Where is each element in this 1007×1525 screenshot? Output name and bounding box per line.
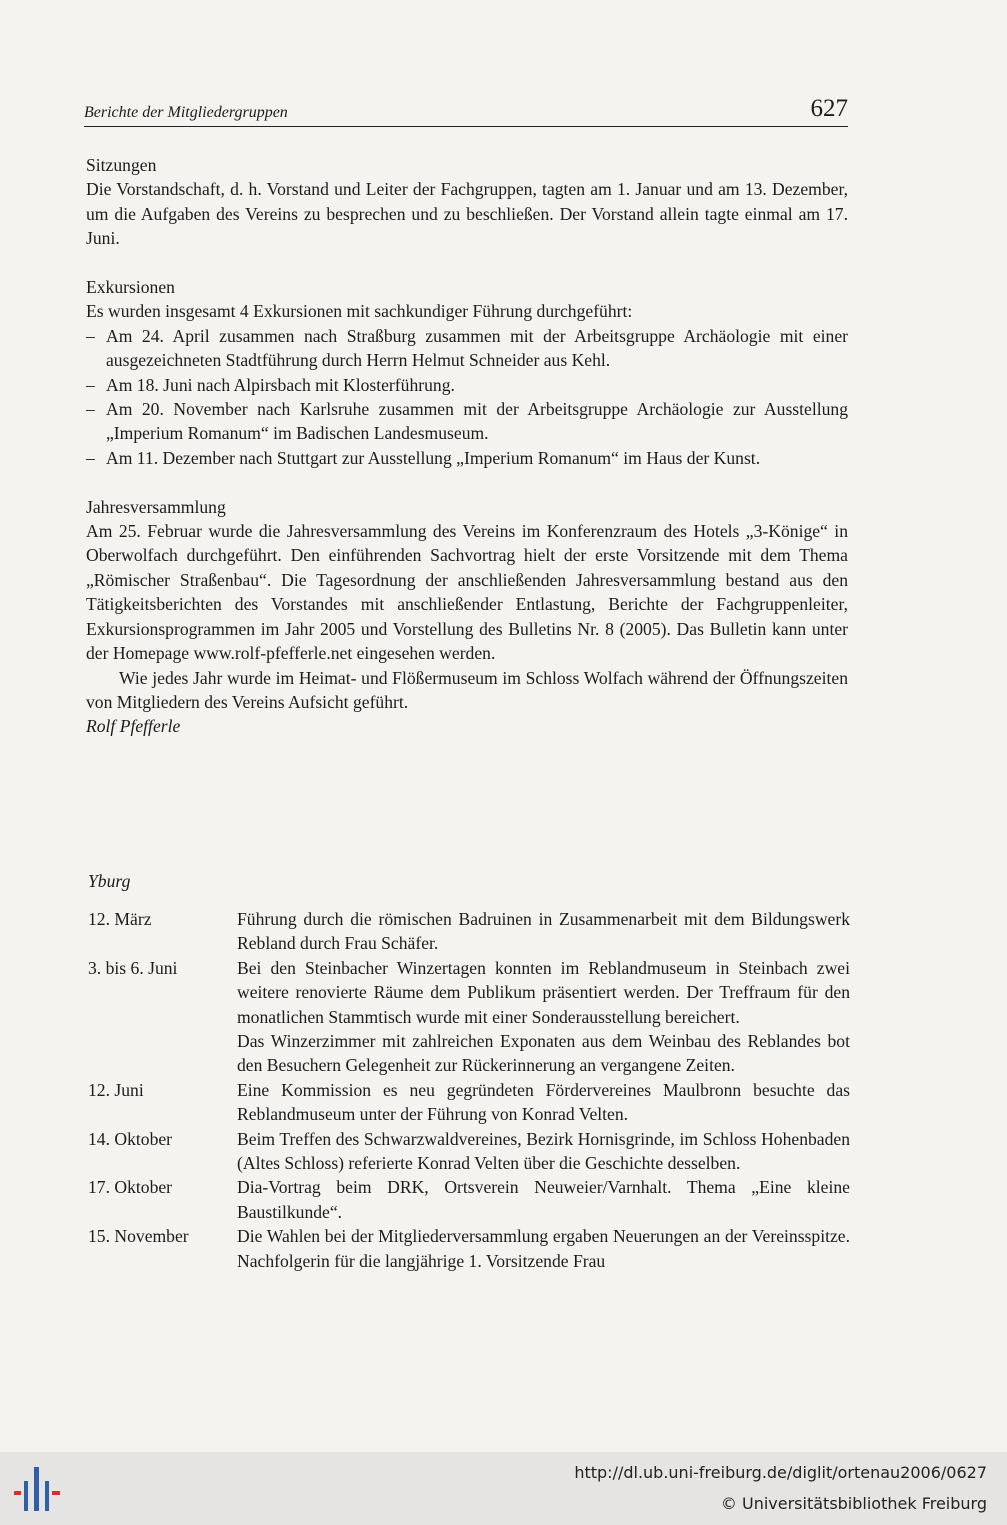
author-signature: Rolf Pfefferle — [86, 716, 181, 737]
document-url-link[interactable]: http://dl.ub.uni-freiburg.de/diglit/ortenau2006/0627 — [574, 1463, 987, 1482]
sitzungen-text: Die Vorstandschaft, d. h. Vorstand und Leiter der Fachgruppen, tagten am 1. Januar und am 13. Dezember, um die Aufgaben des Vereins zu besprechen und zu beschließen. Der Vorstand allein tagte einmal am 17. Juni. — [86, 179, 848, 249]
dash-marker: – — [86, 399, 95, 420]
event-description: Bei den Steinbacher Winzertagen konnten im Reblandmuseum in Steinbach zwei weitere renovierte Räume dem Publikum präsentiert werden. Der Treffraum für den monatlichen Stammtisch wurde mit einer Sonderausstellung bereichert. Das Winzerzimmer mit zahlreichen Exponaten aus dem Weinbau des Reblandes bot den Besuchern Gelegenheit zur Rückerinnerung an vergangene Zeiten. — [237, 957, 850, 1076]
event-date: 15. November — [88, 1226, 189, 1247]
excursion-list — [86, 324, 848, 470]
event-date: 14. Oktober — [88, 1128, 173, 1149]
report-body — [86, 153, 848, 739]
library-footer — [0, 1452, 1007, 1525]
event-description: Dia-Vortrag beim DRK, Ortsverein Neuweier/Varnhalt. Thema „Eine kleine Baustilkunde“. — [237, 1177, 850, 1222]
event-description: Beim Treffen des Schwarzwaldvereines, Bezirk Hornisgrinde, im Schloss Hohenbaden (Altes Schloss) referierte Konrad Velten über die Geschichte desselben. — [237, 1128, 850, 1174]
list-item: – Am 24. April zusammen nach Straßburg zusammen mit der Arbeitsgruppe Archäologie mit einer ausgezeichneten Stadtführung durch Herrn Helmut Schneider aus Kehl. — [86, 325, 848, 371]
event-description: Die Wahlen bei der Mitgliederversammlung ergaben Neuerungen an der Vereinsspitze. Nachfolgerin für die langjährige 1. Vorsitzende Frau — [237, 1226, 850, 1271]
section-heading-exkursionen: Exkursionen — [86, 277, 175, 298]
page-number: 627 — [810, 95, 848, 122]
section-heading-sitzungen: Sitzungen — [86, 155, 157, 175]
event-row — [88, 1127, 850, 1176]
list-item: – Am 11. Dezember nach Stuttgart zur Ausstellung „Imperium Romanum“ im Haus der Kunst. — [86, 446, 848, 470]
group-heading-yburg: Yburg — [88, 871, 131, 891]
event-list — [88, 907, 850, 1273]
page-header — [84, 92, 848, 127]
event-description: Eine Kommission es neu gegründeten Fördervereines Maulbronn besuchte das Reblandmuseum unter der Führung von Konrad Velten. — [237, 1079, 850, 1125]
list-item: – Am 20. November nach Karlsruhe zusammen mit der Arbeitsgruppe Archäologie zur Ausstellung „Imperium Romanum“ im Badischen Landesmuseum. — [86, 399, 848, 444]
dash-marker: – — [86, 325, 95, 346]
library-logo-icon — [12, 1465, 64, 1513]
jahresversammlung-paragraph-2: Wie jedes Jahr wurde im Heimat- und Flößermuseum im Schloss Wolfach während der Öffnungszeiten von Mitgliedern des Vereins Aufsicht geführt. — [86, 667, 848, 712]
event-description: Führung durch die römischen Badruinen in Zusammenarbeit mit dem Bildungswerk Rebland durch Frau Schäfer. — [237, 909, 850, 954]
section-heading-jahresversammlung: Jahresversammlung — [86, 496, 226, 517]
list-item: – Am 18. Juni nach Alpirsbach mit Klosterführung. — [86, 373, 848, 397]
jahresversammlung-paragraph: Am 25. Februar wurde die Jahresversammlung des Vereins im Konferenzraum des Hotels „3-Könige“ in Oberwolfach durchgeführt. Den einführenden Sachvortrag hielt der erste Vorsitzende mit dem Thema „Römischer Straßenbau“. Die Tagesordnung der anschließenden Jahresversammlung bestand aus den Tätigkeitsberichten des Vorstandes mit anschließender Entlastung, Berichte der Fachgruppenleiter, Exkursionsprogrammen im Jahr 2005 und Vorstellung des Bulletins Nr. 8 (2005). Das Bulletin kann unter der Homepage www.rolf-pfefferle.net eingesehen werden. — [86, 521, 848, 664]
event-row — [88, 956, 850, 1078]
event-row — [88, 1224, 850, 1273]
event-date: 17. Oktober — [88, 1177, 173, 1198]
dash-marker: – — [86, 374, 95, 395]
event-date: 3. bis 6. Juni — [88, 957, 178, 978]
copyright-notice: © Universitätsbibliothek Freiburg — [720, 1494, 987, 1513]
event-date: 12. Juni — [88, 1079, 144, 1100]
event-row — [88, 1078, 850, 1127]
running-title: Berichte der Mitgliedergruppen — [84, 104, 288, 121]
dash-marker: – — [86, 447, 95, 468]
exkursionen-intro: Es wurden insgesamt 4 Exkursionen mit sachkundiger Führung durchgeführt: — [86, 301, 633, 322]
event-row — [88, 907, 850, 956]
event-date: 12. März — [88, 909, 152, 929]
event-row — [88, 1175, 850, 1224]
